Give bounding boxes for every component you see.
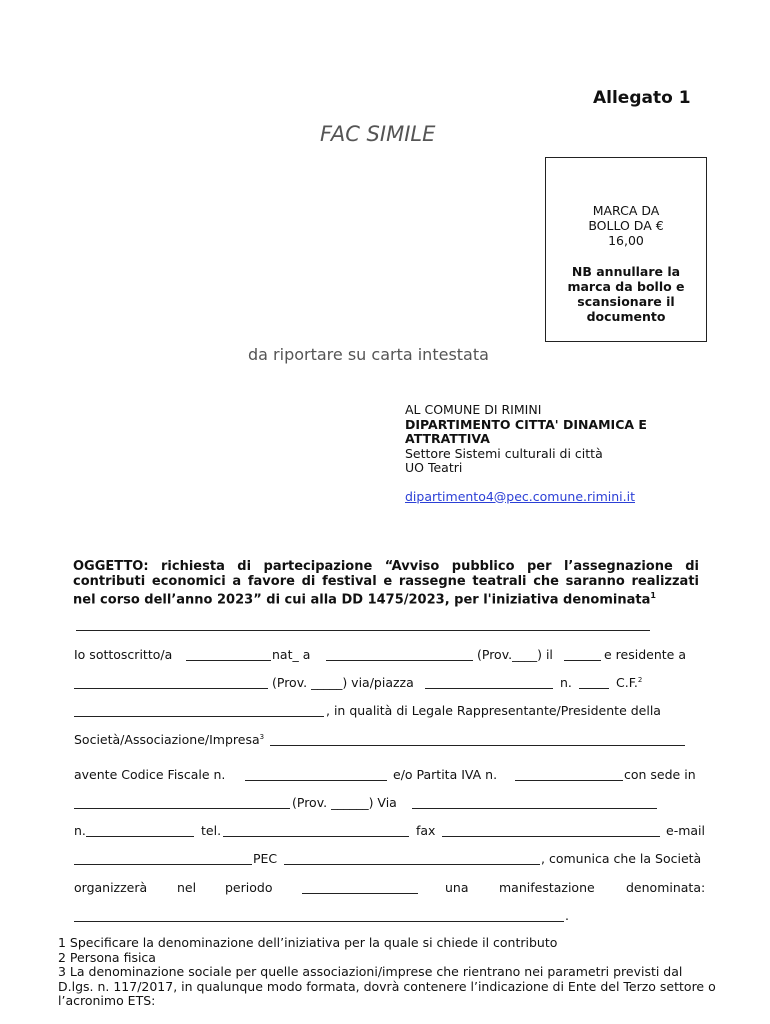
n2-label: n. <box>74 823 86 838</box>
birthplace-field[interactable] <box>326 660 473 661</box>
codice-fiscale-field[interactable] <box>245 780 387 781</box>
prov-via2-label: (Prov. ______) Via <box>292 795 397 810</box>
prov-il-label: (Prov.____) il <box>477 647 553 662</box>
footnote-1: 1 Specificare la denominazione dell’iniziativa per la quale si chiede il contributo <box>58 935 558 950</box>
email-field[interactable] <box>74 864 252 865</box>
footnote-2: 2 Persona fisica <box>58 949 156 965</box>
con-sede-label: con sede in <box>624 767 696 782</box>
codice-fiscale-label: avente Codice Fiscale n. <box>74 767 226 782</box>
civic-number-field[interactable] <box>579 688 609 689</box>
pec-label: PEC <box>253 851 278 866</box>
residente-label: e residente a <box>604 647 686 662</box>
manifestazione-name-field[interactable] <box>74 921 564 922</box>
pec-field[interactable] <box>284 864 540 865</box>
oggetto-footnote-ref: 1 <box>650 591 656 600</box>
cf-field[interactable] <box>74 716 324 717</box>
carta-intestata-note: da riportare su carta intestata <box>248 345 489 364</box>
civic-number-label: n. <box>560 675 572 690</box>
sede-street-field[interactable] <box>412 808 657 809</box>
organizzera-label: organizzerà <box>74 880 148 895</box>
partita-iva-label: e/o Partita IVA n. <box>393 767 498 782</box>
nat-label: nat_ a <box>272 647 311 662</box>
sede-city-field[interactable] <box>74 808 290 809</box>
comunica-label: , comunica che la Società <box>541 851 702 866</box>
recipient-email-link[interactable]: dipartimento4@pec.comune.rimini.it <box>405 488 635 504</box>
bollo-text: MARCA DA BOLLO DA € 16,00 <box>588 203 664 248</box>
partita-iva-field[interactable] <box>515 780 623 781</box>
manifestazione-label: manifestazione <box>499 880 595 895</box>
street-field[interactable] <box>425 688 553 689</box>
recipient-line-2: DIPARTIMENTO CITTA' DINAMICA E ATTRATTIVA <box>405 416 647 446</box>
allegato-label: Allegato 1 <box>593 88 691 108</box>
oggetto-paragraph <box>73 560 699 608</box>
sede-number-field[interactable] <box>86 836 194 837</box>
marca-da-bollo-box <box>545 157 707 342</box>
recipient-line-4: UO Teatri <box>405 460 463 475</box>
recipient-line-1: AL COMUNE DI RIMINI <box>405 402 542 417</box>
tel-label: tel. <box>201 823 222 838</box>
oggetto-text: OGGETTO: richiesta di partecipazione “Avviso pubblico per l’assegnazione di contributi economici a favore di festival e rassegne teatrali che saranno realizzati nel corso dell’anno 2023” di cui alla DD 1475/2023, per l'iniziativa denominata <box>73 559 699 608</box>
recipient-line-3: Settore Sistemi culturali di città <box>405 445 603 461</box>
residence-city-field[interactable] <box>74 688 268 689</box>
bollo-nb: NB annullare la marca da bollo e scansionare il documento <box>567 264 685 324</box>
una-label: una <box>445 880 469 895</box>
footnotes <box>58 936 718 1009</box>
birthdate-field[interactable] <box>564 660 601 661</box>
societa-field[interactable] <box>270 745 685 746</box>
recipient-address <box>405 403 675 504</box>
prov-via-label: (Prov. _____) via/piazza <box>272 675 414 690</box>
nel-label: nel <box>177 880 197 895</box>
fac-simile-title: FAC SIMILE <box>320 122 436 146</box>
denominazione-line[interactable] <box>76 630 650 631</box>
societa-label: Società/Associazione/Impresa$^3$ <box>74 732 265 747</box>
fax-field[interactable] <box>442 836 660 837</box>
denominata-label: denominata: <box>626 880 706 895</box>
name-field[interactable] <box>186 660 271 661</box>
final-dot: . <box>565 908 569 923</box>
periodo-label: periodo <box>225 880 273 895</box>
email-label: e-mail <box>666 823 705 838</box>
tel-field[interactable] <box>223 836 409 837</box>
qualita-label: , in qualità di Legale Rappresentante/Presidente della <box>326 703 661 718</box>
fax-label: fax <box>416 823 436 838</box>
cf-label: C.F.$^2$ <box>616 675 643 690</box>
sottoscritto-label: Io sottoscritto/a <box>74 647 173 662</box>
periodo-field[interactable] <box>302 893 418 894</box>
footnote-3: 3 La denominazione sociale per quelle associazioni/imprese che rientrano nei parametri previsti dal D.lgs. n. 117/2017, in qualunque modo formata, dovrà contenere l’indicazione di Ente del Terzo settore o l’acronimo ETS: <box>58 964 716 1008</box>
